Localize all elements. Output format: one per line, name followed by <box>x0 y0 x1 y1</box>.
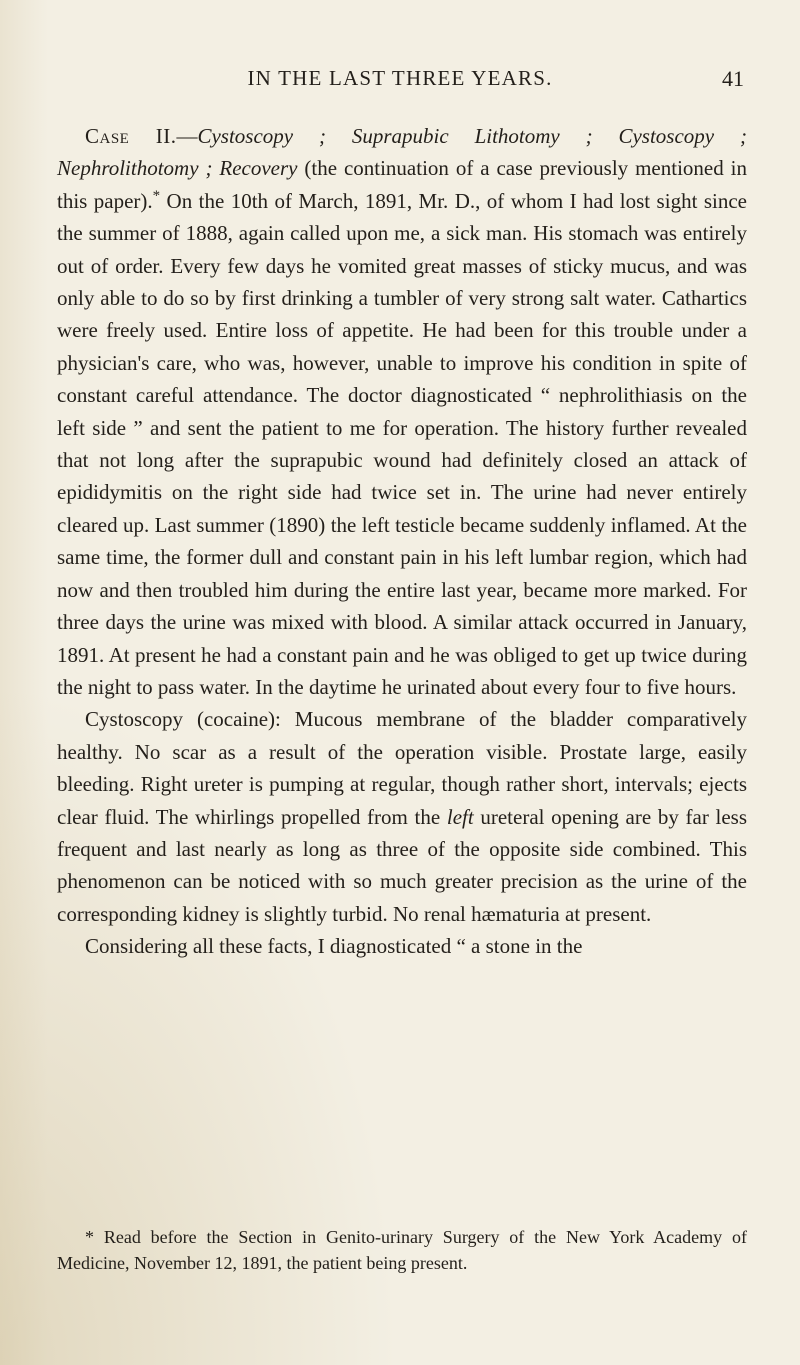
cystoscopy-text-b: ureteral opening are by far less frequent and last nearly as long as three of the opposite side combined. This phenomenon can be noticed with so much greater precision as the urine of the corresponding kidney is slightly turbid. No renal hæmaturia at present. <box>57 804 747 926</box>
page-number: 41 <box>722 66 744 91</box>
case-heading: Case II. <box>85 124 177 148</box>
case-title: Cystoscopy ; Suprapubic Lithotomy ; Cystoscopy ; Nephrolithotomy ; Recovery <box>57 124 747 181</box>
cystoscopy-emphasis: left <box>446 804 474 829</box>
conclusion-paragraph: Considering all these facts, I diagnosticated “ a stone in the <box>85 934 583 959</box>
footnote-reference: * <box>152 187 161 204</box>
cystoscopy-text-a: Cystoscopy (cocaine): Mucous membrane of the bladder comparatively healthy. No scar as a result of the operation visible. Prostate large, easily bleeding. Right ureter is pumping at regular, though rather short, intervals; ejects clear fluid. The whirlings propelled from the <box>57 707 747 829</box>
cystoscopy-paragraph <box>57 703 747 930</box>
running-head <box>0 66 800 96</box>
case-paragraph: Case II.—Cystoscopy ; Suprapubic Lithotomy ; Cystoscopy ; Nephrolithotomy ; Recovery (the continuation of a case previously mentioned in this paper).* On the 10th of March, 1891, Mr. D., of whom I had lost sight since the summer of 1888, again called upon me, a sick man. His stomach was entirely out of order. Every few days he vomited great masses of sticky mucus, and was only able to do so by first drinking a tumbler of very strong salt water. Cathartics were freely used. Entire loss of appetite. He had been for this trouble under a physician's care, who was, however, unable to improve his condition in spite of constant careful attendance. The doctor diagnosticated “ nephrolithiasis on the left side ” and sent the patient to me for operation. The history further revealed that not long after the suprapubic wound had definitely closed an attack of epididymitis on the right side had twice set in. The urine had never entirely cleared up. Last summer (1890) the left testicle became suddenly inflamed. At the same time, the former dull and constant pain in his left lumbar region, which had now and then troubled him during the entire last year, became more marked. For three days the urine was mixed with blood. A similar attack occurred in January, 1891. At present he had a constant pain and he was obliged to get up twice during the night to pass water. In the daytime he urinated about every four to five hours. <box>57 124 747 699</box>
body-text <box>57 120 747 963</box>
footnote <box>57 1225 747 1276</box>
running-title: IN THE LAST THREE YEARS. <box>247 66 553 90</box>
footnote-mark: * <box>85 1227 94 1247</box>
case-title-tail: (the continuation of a case previously mentioned in this paper). <box>57 156 747 213</box>
case-history-text: On the 10th of March, 1891, Mr. D., of whom I had lost sight since the summer of 1888, again called upon me, a sick man. His stomach was entirely out of order. Every few days he vomited great masses of sticky mucus, and was only able to do so by first drinking a tumbler of very strong salt water. Cathartics were freely used. Entire loss of appetite. He had been for this trouble under a physician's care, who was, however, unable to improve his condition in spite of constant careful attendance. The doctor diagnosticated “ nephrolithiasis on the left side ” and sent the patient to me for operation. The history further revealed that not long after the suprapubic wound had definitely closed an attack of epididymitis on the right side had twice set in. The urine had never entirely cleared up. Last summer (1890) the left testicle became suddenly inflamed. At the same time, the former dull and constant pain in his left lumbar region, which had now and then troubled him during the entire last year, became more marked. For three days the urine was mixed with blood. A similar attack occurred in January, 1891. At present he had a constant pain and he was obliged to get up twice during the night to pass water. In the daytime he urinated about every four to five hours. <box>57 188 747 699</box>
footnote-text: Read before the Section in Genito-urinary Surgery of the New York Academy of Medicine, November 12, 1891, the patient being present. <box>57 1227 747 1273</box>
